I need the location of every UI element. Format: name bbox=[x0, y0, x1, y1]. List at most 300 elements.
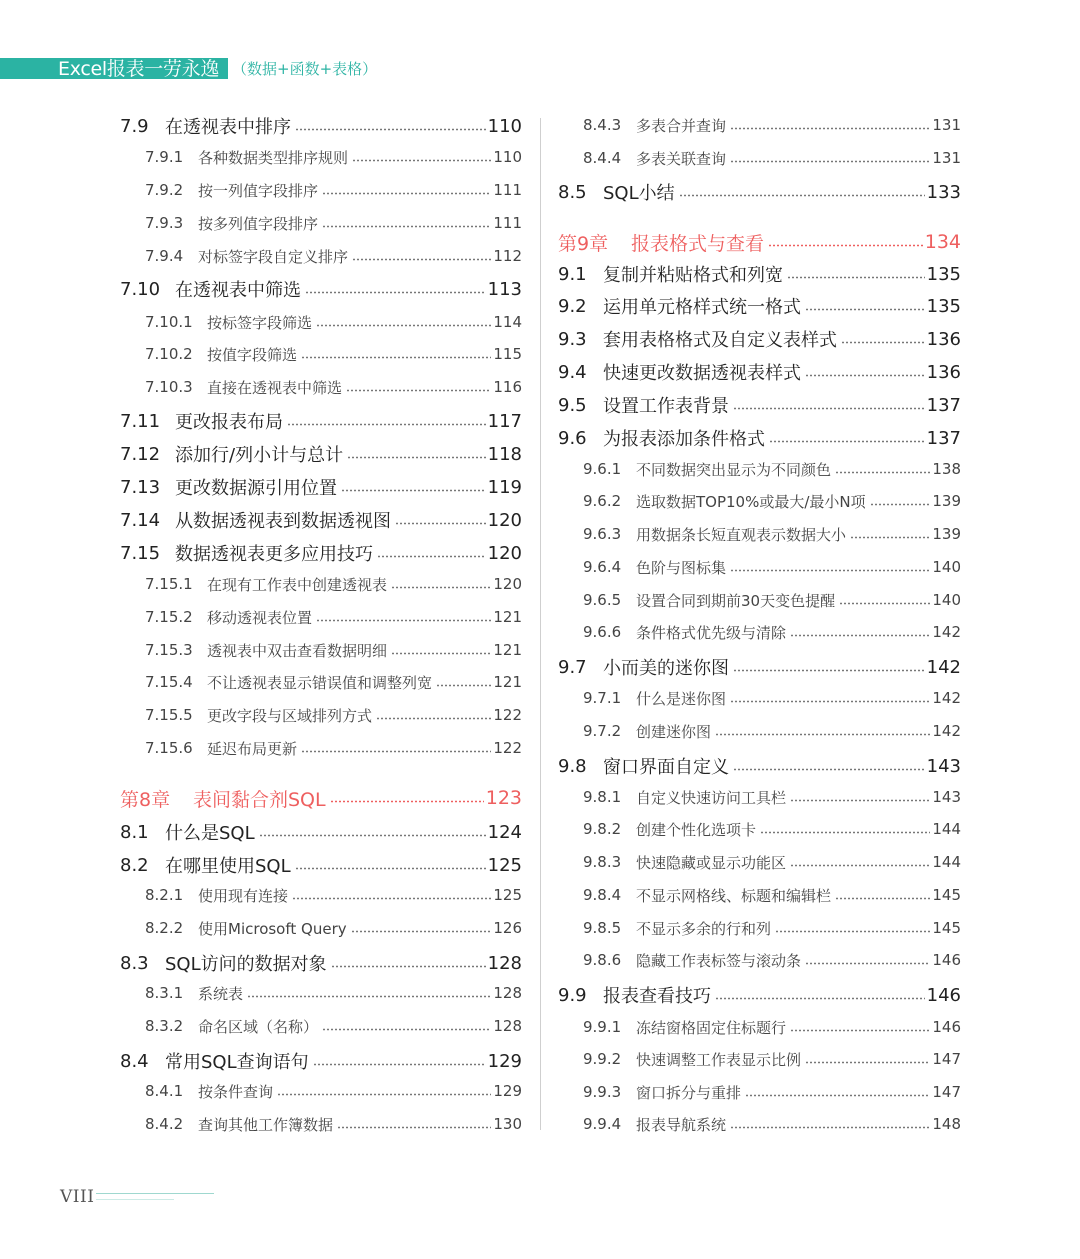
dot-leader bbox=[376, 717, 491, 720]
dot-leader bbox=[730, 127, 930, 130]
entry-page: 137 bbox=[926, 394, 961, 416]
entry-page: 147 bbox=[932, 1083, 961, 1101]
entry-number: 9.9.1 bbox=[583, 1018, 622, 1036]
entry-page: 130 bbox=[493, 1115, 522, 1133]
dot-leader bbox=[351, 930, 492, 933]
entry-title: 创建个性化选项卡 bbox=[636, 820, 757, 839]
dot-leader bbox=[305, 291, 486, 294]
toc-entry bbox=[583, 145, 961, 171]
toc-entry bbox=[120, 539, 522, 567]
entry-page: 126 bbox=[493, 919, 522, 937]
toc-entry bbox=[145, 735, 522, 761]
page-number: VIII bbox=[60, 1187, 95, 1207]
entry-title: 报表查看技巧 bbox=[603, 986, 711, 1007]
toc-entry bbox=[145, 144, 522, 170]
entry-number: 9.8.4 bbox=[583, 886, 622, 904]
entry-title: 按一列值字段排序 bbox=[198, 181, 319, 200]
entry-number: 9.6.5 bbox=[583, 591, 622, 609]
dot-leader bbox=[322, 225, 491, 228]
dot-leader bbox=[316, 619, 491, 622]
dot-leader bbox=[395, 522, 486, 525]
toc-entry bbox=[583, 1014, 961, 1040]
entry-number: 9.3 bbox=[558, 328, 587, 350]
entry-title: 在现有工作表中创建透视表 bbox=[207, 575, 388, 594]
entry-title: 设置合同到期前30天变色提醒 bbox=[636, 591, 836, 610]
dot-leader bbox=[850, 536, 930, 539]
entry-number: 9.6.1 bbox=[583, 460, 622, 478]
dot-leader bbox=[835, 471, 930, 474]
entry-page: 119 bbox=[487, 476, 522, 498]
entry-page: 120 bbox=[487, 542, 522, 564]
dot-leader bbox=[775, 930, 930, 933]
entry-page: 117 bbox=[487, 410, 522, 432]
entry-page: 125 bbox=[493, 886, 522, 904]
entry-number: 9.8.5 bbox=[583, 919, 622, 937]
dot-leader bbox=[377, 555, 486, 558]
toc-entry bbox=[583, 849, 961, 875]
entry-number: 9.6.3 bbox=[583, 525, 622, 543]
entry-title: 使用Microsoft Query bbox=[198, 919, 347, 938]
dot-leader bbox=[805, 374, 925, 377]
toc-entry bbox=[145, 669, 522, 695]
toc-entry bbox=[558, 260, 961, 288]
entry-number: 8.4 bbox=[120, 1050, 149, 1072]
entry-number: 9.8.3 bbox=[583, 853, 622, 871]
entry-title: 从数据透视表到数据透视图 bbox=[175, 511, 391, 532]
entry-title: 小而美的迷你图 bbox=[603, 658, 729, 679]
dot-leader bbox=[805, 962, 930, 965]
entry-number: 8.4.2 bbox=[145, 1115, 184, 1133]
entry-number: 7.10.3 bbox=[145, 378, 193, 396]
toc-entry bbox=[583, 718, 961, 744]
entry-title: 透视表中双击查看数据明细 bbox=[207, 641, 388, 660]
entry-number: 第8章 bbox=[120, 788, 171, 811]
entry-page: 131 bbox=[932, 149, 961, 167]
toc-entry bbox=[558, 981, 961, 1009]
toc-entry bbox=[120, 112, 522, 140]
entry-number: 9.6 bbox=[558, 427, 587, 449]
dot-leader bbox=[790, 634, 930, 637]
entry-number: 7.10.2 bbox=[145, 345, 193, 363]
entry-title: 使用现有连接 bbox=[198, 886, 289, 905]
entry-title: SQL小结 bbox=[603, 183, 675, 204]
dot-leader bbox=[715, 997, 925, 1000]
dot-leader bbox=[790, 864, 930, 867]
toc-entry bbox=[558, 178, 961, 206]
entry-number: 9.6.4 bbox=[583, 558, 622, 576]
entry-title: SQL访问的数据对象 bbox=[165, 954, 327, 975]
entry-page: 142 bbox=[932, 623, 961, 641]
toc-entry bbox=[583, 784, 961, 810]
entry-title: 条件格式优先级与清除 bbox=[636, 623, 787, 642]
toc-entry bbox=[583, 947, 961, 973]
entry-title: 快速调整工作表显示比例 bbox=[636, 1050, 802, 1069]
entry-page: 120 bbox=[487, 509, 522, 531]
entry-title: 用数据条长短直观表示数据大小 bbox=[636, 525, 847, 544]
entry-title: 多表合并查询 bbox=[636, 116, 727, 135]
entry-title: 设置工作表背景 bbox=[603, 396, 729, 417]
entry-page: 116 bbox=[493, 378, 522, 396]
entry-page: 120 bbox=[493, 575, 522, 593]
entry-number: 7.15.3 bbox=[145, 641, 193, 659]
entry-title: 窗口拆分与重排 bbox=[636, 1083, 742, 1102]
entry-page: 146 bbox=[932, 951, 961, 969]
entry-title: 更改数据源引用位置 bbox=[175, 478, 337, 499]
column-divider bbox=[540, 118, 541, 1130]
entry-title: 添加行/列小计与总计 bbox=[175, 445, 344, 466]
toc-entry bbox=[120, 851, 522, 879]
entry-number: 7.9.1 bbox=[145, 148, 184, 166]
dot-leader bbox=[352, 159, 491, 162]
toc-entry bbox=[558, 358, 961, 386]
toc-entry bbox=[145, 374, 522, 400]
entry-page: 142 bbox=[932, 689, 961, 707]
toc-entry bbox=[583, 915, 961, 941]
entry-number: 9.9.3 bbox=[583, 1083, 622, 1101]
entry-number: 9.7.1 bbox=[583, 689, 622, 707]
toc-entry bbox=[145, 702, 522, 728]
entry-number: 9.9.4 bbox=[583, 1115, 622, 1133]
toc-entry bbox=[558, 752, 961, 780]
toc-entry bbox=[145, 1013, 522, 1039]
toc-entry bbox=[145, 915, 522, 941]
entry-page: 147 bbox=[932, 1050, 961, 1068]
dot-leader bbox=[790, 1029, 930, 1032]
toc-entry bbox=[145, 341, 522, 367]
entry-title: 自定义快速访问工具栏 bbox=[636, 788, 787, 807]
toc-entry bbox=[120, 473, 522, 501]
dot-leader bbox=[301, 356, 491, 359]
entry-page: 124 bbox=[487, 821, 522, 843]
entry-number: 7.15.5 bbox=[145, 706, 193, 724]
dot-leader bbox=[733, 407, 925, 410]
toc-entry bbox=[583, 554, 961, 580]
entry-title: 不让透视表显示错误值和调整列宽 bbox=[207, 673, 433, 692]
footer-rule-short bbox=[96, 1199, 174, 1200]
entry-number: 8.4.4 bbox=[583, 149, 622, 167]
entry-title: 在透视表中排序 bbox=[165, 117, 291, 138]
toc-entry bbox=[145, 571, 522, 597]
entry-page: 137 bbox=[926, 427, 961, 449]
entry-page: 139 bbox=[932, 492, 961, 510]
entry-page: 113 bbox=[487, 278, 522, 300]
entry-title: 什么是SQL bbox=[165, 823, 255, 844]
entry-number: 7.15.2 bbox=[145, 608, 193, 626]
dot-leader bbox=[839, 602, 930, 605]
dot-leader bbox=[337, 1126, 491, 1129]
entry-title: 窗口界面自定义 bbox=[603, 757, 729, 778]
entry-title: 套用表格格式及自定义表样式 bbox=[603, 330, 837, 351]
entry-page: 122 bbox=[493, 739, 522, 757]
book-title: Excel报表一劳永逸 bbox=[58, 58, 220, 80]
book-subtitle: （数据+函数+表格） bbox=[232, 60, 378, 78]
entry-page: 129 bbox=[487, 1050, 522, 1072]
dot-leader bbox=[730, 700, 930, 703]
entry-title: 选取数据TOP10%或最大/最小N项 bbox=[636, 492, 866, 511]
dot-leader bbox=[715, 733, 930, 736]
toc-entry bbox=[583, 1079, 961, 1105]
dot-leader bbox=[745, 1094, 930, 1097]
entry-title: 报表格式与查看 bbox=[631, 232, 765, 255]
toc-entry bbox=[558, 391, 961, 419]
toc-entry bbox=[145, 1078, 522, 1104]
entry-title: 按条件查询 bbox=[198, 1082, 274, 1101]
entry-title: 运用单元格样式统一格式 bbox=[603, 297, 801, 318]
dot-leader bbox=[769, 440, 925, 443]
dot-leader bbox=[790, 799, 930, 802]
entry-number: 9.2 bbox=[558, 295, 587, 317]
dot-leader bbox=[870, 503, 931, 506]
dot-leader bbox=[322, 192, 491, 195]
entry-page: 121 bbox=[493, 608, 522, 626]
entry-title: 冻结窗格固定住标题行 bbox=[636, 1018, 787, 1037]
entry-number: 7.9.3 bbox=[145, 214, 184, 232]
entry-title: 移动透视表位置 bbox=[207, 608, 313, 627]
entry-title: 在透视表中筛选 bbox=[175, 280, 301, 301]
entry-page: 125 bbox=[487, 854, 522, 876]
entry-page: 148 bbox=[932, 1115, 961, 1133]
entry-page: 142 bbox=[926, 656, 961, 678]
entry-page: 142 bbox=[932, 722, 961, 740]
entry-page: 111 bbox=[493, 214, 522, 232]
entry-number: 8.4.3 bbox=[583, 116, 622, 134]
dot-leader bbox=[316, 324, 491, 327]
entry-number: 9.1 bbox=[558, 263, 587, 285]
entry-page: 144 bbox=[932, 853, 961, 871]
entry-page: 135 bbox=[926, 263, 961, 285]
entry-number: 7.15.6 bbox=[145, 739, 193, 757]
entry-title: 查询其他工作簿数据 bbox=[198, 1115, 334, 1134]
dot-leader bbox=[787, 276, 925, 279]
entry-title: 表间黏合剂SQL bbox=[193, 788, 326, 811]
toc-entry bbox=[120, 506, 522, 534]
entry-page: 135 bbox=[926, 295, 961, 317]
entry-page: 143 bbox=[926, 755, 961, 777]
entry-page: 118 bbox=[487, 443, 522, 465]
entry-title: 各种数据类型排序规则 bbox=[198, 148, 349, 167]
dot-leader bbox=[331, 965, 486, 968]
entry-number: 8.2.1 bbox=[145, 886, 184, 904]
entry-page: 131 bbox=[932, 116, 961, 134]
entry-number: 9.8.1 bbox=[583, 788, 622, 806]
dot-leader bbox=[301, 750, 491, 753]
dot-leader bbox=[346, 389, 491, 392]
footer-rule bbox=[96, 1193, 214, 1194]
toc-entry bbox=[583, 587, 961, 613]
entry-page: 133 bbox=[926, 181, 961, 203]
entry-number: 8.3 bbox=[120, 952, 149, 974]
toc-entry bbox=[558, 292, 961, 320]
toc-entry bbox=[120, 1047, 522, 1075]
toc-entry bbox=[583, 521, 961, 547]
entry-title: 命名区域（名称） bbox=[198, 1017, 319, 1036]
dot-leader bbox=[730, 1126, 930, 1129]
dot-leader bbox=[841, 341, 925, 344]
dot-leader bbox=[679, 194, 925, 197]
dot-leader bbox=[391, 586, 491, 589]
dot-leader bbox=[805, 1061, 930, 1064]
toc-entry bbox=[120, 407, 522, 435]
dot-leader bbox=[733, 768, 925, 771]
entry-title: 色阶与图标集 bbox=[636, 558, 727, 577]
entry-number: 9.9 bbox=[558, 984, 587, 1006]
entry-page: 121 bbox=[493, 673, 522, 691]
entry-number: 8.3.2 bbox=[145, 1017, 184, 1035]
entry-number: 7.15 bbox=[120, 542, 161, 564]
entry-number: 8.2.2 bbox=[145, 919, 184, 937]
dot-leader bbox=[760, 831, 930, 834]
entry-title: 对标签字段自定义排序 bbox=[198, 247, 349, 266]
entry-title: 在哪里使用SQL bbox=[165, 856, 291, 877]
dot-leader bbox=[733, 669, 925, 672]
toc-entry bbox=[120, 949, 522, 977]
toc-entry bbox=[145, 1111, 522, 1137]
entry-number: 7.15.4 bbox=[145, 673, 193, 691]
entry-number: 9.9.2 bbox=[583, 1050, 622, 1068]
entry-number: 7.13 bbox=[120, 476, 161, 498]
toc-entry bbox=[583, 456, 961, 482]
entry-title: 按标签字段筛选 bbox=[207, 313, 313, 332]
entry-number: 7.9 bbox=[120, 115, 149, 137]
dot-leader bbox=[835, 897, 930, 900]
toc-entry bbox=[558, 424, 961, 452]
entry-page: 110 bbox=[487, 115, 522, 137]
toc-entry bbox=[145, 243, 522, 269]
entry-page: 140 bbox=[932, 591, 961, 609]
entry-number: 9.8 bbox=[558, 755, 587, 777]
entry-title: 系统表 bbox=[198, 984, 244, 1003]
dot-leader bbox=[352, 258, 491, 261]
entry-title: 快速隐藏或显示功能区 bbox=[636, 853, 787, 872]
entry-page: 115 bbox=[493, 345, 522, 363]
entry-title: 按多列值字段排序 bbox=[198, 214, 319, 233]
dot-leader bbox=[330, 800, 484, 803]
entry-page: 143 bbox=[932, 788, 961, 806]
toc-chapter-entry bbox=[558, 227, 961, 257]
entry-page: 121 bbox=[493, 641, 522, 659]
entry-number: 7.11 bbox=[120, 410, 161, 432]
entry-title: 常用SQL查询语句 bbox=[165, 1052, 309, 1073]
toc-entry bbox=[558, 325, 961, 353]
entry-number: 9.6.2 bbox=[583, 492, 622, 510]
toc-entry bbox=[583, 112, 961, 138]
entry-number: 8.3.1 bbox=[145, 984, 184, 1002]
entry-number: 9.7.2 bbox=[583, 722, 622, 740]
toc-entry bbox=[583, 1046, 961, 1072]
entry-title: 不显示多余的行和列 bbox=[636, 919, 772, 938]
entry-page: 128 bbox=[493, 984, 522, 1002]
entry-page: 114 bbox=[493, 313, 522, 331]
entry-title: 按值字段筛选 bbox=[207, 345, 298, 364]
entry-number: 8.5 bbox=[558, 181, 587, 203]
entry-page: 145 bbox=[932, 886, 961, 904]
entry-page: 112 bbox=[493, 247, 522, 265]
entry-page: 128 bbox=[493, 1017, 522, 1035]
entry-title: 数据透视表更多应用技巧 bbox=[175, 544, 373, 565]
toc-entry bbox=[145, 980, 522, 1006]
entry-title: 多表关联查询 bbox=[636, 149, 727, 168]
dot-leader bbox=[292, 897, 491, 900]
dot-leader bbox=[259, 834, 486, 837]
toc-entry bbox=[120, 440, 522, 468]
toc-entry bbox=[120, 818, 522, 846]
entry-number: 9.8.6 bbox=[583, 951, 622, 969]
dot-leader bbox=[277, 1093, 491, 1096]
entry-page: 128 bbox=[487, 952, 522, 974]
dot-leader bbox=[313, 1063, 486, 1066]
entry-title: 不同数据突出显示为不同颜色 bbox=[636, 460, 832, 479]
entry-number: 9.7 bbox=[558, 656, 587, 678]
entry-page: 111 bbox=[493, 181, 522, 199]
entry-page: 136 bbox=[926, 361, 961, 383]
toc-entry bbox=[558, 653, 961, 681]
entry-title: 更改字段与区域排列方式 bbox=[207, 706, 373, 725]
entry-number: 7.10.1 bbox=[145, 313, 193, 331]
entry-title: 隐藏工作表标签与滚动条 bbox=[636, 951, 802, 970]
entry-number: 9.6.6 bbox=[583, 623, 622, 641]
entry-page: 129 bbox=[493, 1082, 522, 1100]
entry-title: 直接在透视表中筛选 bbox=[207, 378, 343, 397]
toc-entry bbox=[583, 1111, 961, 1137]
entry-title: 创建迷你图 bbox=[636, 722, 712, 741]
dot-leader bbox=[805, 308, 925, 311]
toc-entry bbox=[120, 275, 522, 303]
entry-page: 140 bbox=[932, 558, 961, 576]
entry-number: 9.5 bbox=[558, 394, 587, 416]
entry-number: 8.2 bbox=[120, 854, 149, 876]
entry-number: 9.8.2 bbox=[583, 820, 622, 838]
entry-page: 136 bbox=[926, 328, 961, 350]
entry-number: 7.10 bbox=[120, 278, 161, 300]
entry-number: 8.1 bbox=[120, 821, 149, 843]
toc-entry bbox=[145, 882, 522, 908]
toc-entry bbox=[145, 604, 522, 630]
entry-number: 7.15.1 bbox=[145, 575, 193, 593]
entry-title: 复制并粘贴格式和列宽 bbox=[603, 265, 783, 286]
toc-chapter-entry bbox=[120, 783, 522, 813]
entry-title: 为报表添加条件格式 bbox=[603, 429, 765, 450]
entry-title: 什么是迷你图 bbox=[636, 689, 727, 708]
toc-entry bbox=[145, 210, 522, 236]
dot-leader bbox=[730, 160, 930, 163]
entry-page: 122 bbox=[493, 706, 522, 724]
entry-title: 报表导航系统 bbox=[636, 1115, 727, 1134]
entry-number: 8.4.1 bbox=[145, 1082, 184, 1100]
entry-page: 146 bbox=[932, 1018, 961, 1036]
entry-number: 7.9.2 bbox=[145, 181, 184, 199]
entry-number: 7.12 bbox=[120, 443, 161, 465]
toc-entry bbox=[583, 488, 961, 514]
toc-entry bbox=[583, 685, 961, 711]
toc-entry bbox=[145, 309, 522, 335]
entry-number: 7.14 bbox=[120, 509, 161, 531]
dot-leader bbox=[322, 1028, 491, 1031]
dot-leader bbox=[347, 456, 486, 459]
entry-title: 不显示网格线、标题和编辑栏 bbox=[636, 886, 832, 905]
toc-entry bbox=[145, 177, 522, 203]
dot-leader bbox=[730, 569, 930, 572]
entry-page: 144 bbox=[932, 820, 961, 838]
dot-leader bbox=[341, 489, 486, 492]
entry-page: 138 bbox=[932, 460, 961, 478]
entry-page: 139 bbox=[932, 525, 961, 543]
toc-entry bbox=[583, 882, 961, 908]
entry-page: 145 bbox=[932, 919, 961, 937]
entry-number: 9.4 bbox=[558, 361, 587, 383]
entry-title: 延迟布局更新 bbox=[207, 739, 298, 758]
dot-leader bbox=[295, 867, 486, 870]
entry-number: 7.9.4 bbox=[145, 247, 184, 265]
